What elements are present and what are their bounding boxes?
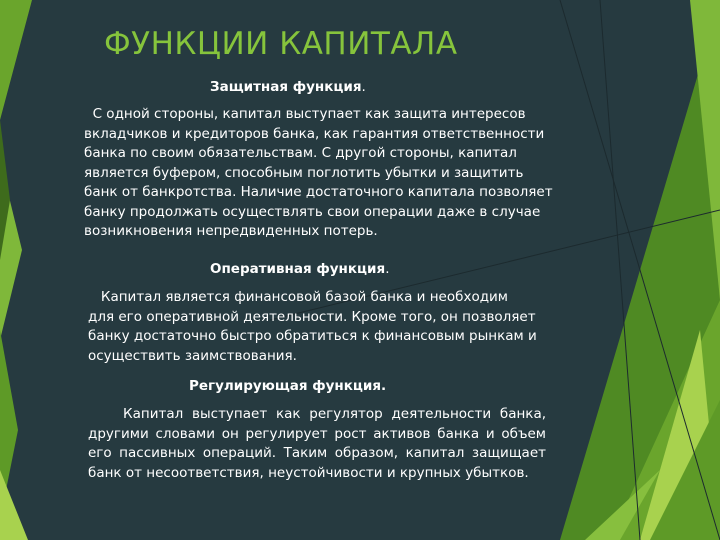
section-heading-regulating — [189, 378, 386, 394]
section-text-protective: С одной стороны, капитал выступает как защита интересов вкладчиков и кредиторов банка, как гарантия ответственности банка по своим обязательствам. С другой стороны, капитал является буфером, способным поглотить убытки и защитить банк от банкротства. Наличие достаточного капитала позволяет банку продолжать осуществлять свои операции даже в случае возникновения непредвиденных потерь. — [84, 106, 557, 239]
heading-text: Защитная функция — [210, 79, 362, 95]
heading-suffix: . — [361, 79, 366, 95]
section-text-operative: Капитал является финансовой базой банка и необходим для его оперативной деятельности. Кроме того, он позволяет банку достаточно быстро обратиться к финансовым рынкам и осуществить заимствования. — [88, 289, 542, 364]
section-heading-operative — [210, 261, 389, 277]
section-heading-protective — [210, 79, 366, 95]
heading-text: Оперативная функция — [210, 261, 386, 277]
slide-title: ФУНКЦИИ КАПИТАЛА — [104, 26, 458, 62]
section-text-regulating: Капитал выступает как регулятор деятельности банка, другими словами он регулирует рост активов банка и объем его пассивных операций. Таким образом, капитал защищает банк от несоответствия, неустойчивости и крупных убытков. — [88, 406, 551, 481]
heading-suffix: . — [385, 261, 390, 277]
heading-text: Регулирующая функция. — [189, 378, 387, 394]
